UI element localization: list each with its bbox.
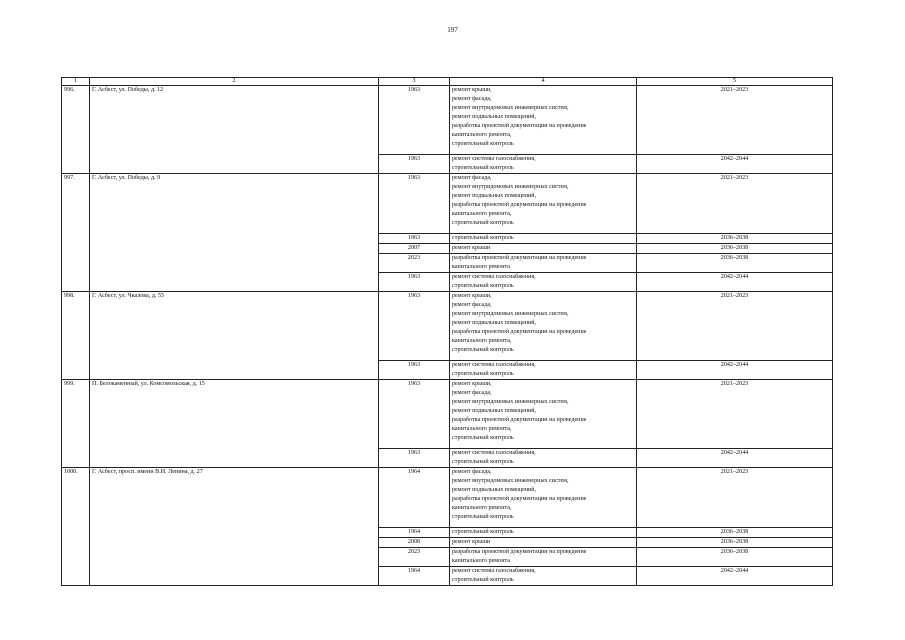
- work-item: строительный контроль: [452, 220, 514, 226]
- work-item: ремонт подвальных помещений,: [452, 320, 537, 326]
- works-cell: [450, 548, 637, 567]
- work-item: ремонт крыши,: [452, 293, 492, 299]
- work-item: ремонт внутридомовых инженерных систем,: [452, 311, 569, 317]
- column-header: 5: [637, 78, 833, 86]
- work-item: ремонт фасада,: [452, 390, 492, 396]
- work-item: разработка проектной документации на проведение: [452, 549, 587, 555]
- building-address: Г. Асбест, ул. Чкалова, д. 55: [90, 292, 379, 380]
- row-number: 996.: [62, 86, 90, 174]
- year-cell: 2007: [379, 244, 450, 254]
- period-cell: 2042–2044: [637, 155, 833, 174]
- capital-repair-table: [61, 77, 833, 586]
- work-item: строительный контроль: [452, 577, 514, 583]
- work-item: строительный контроль: [452, 141, 514, 147]
- works-cell: [450, 528, 637, 538]
- period-cell: 2036–2038: [637, 254, 833, 273]
- year-cell: 1963: [379, 155, 450, 174]
- works-cell: [450, 174, 637, 234]
- header-row: [62, 78, 833, 86]
- period-cell: 2036–2038: [637, 548, 833, 567]
- table-body: [62, 86, 833, 586]
- work-item: строительный контроль: [452, 347, 514, 353]
- column-header: 3: [379, 78, 450, 86]
- work-item: капитального ремонта,: [452, 426, 512, 432]
- work-item: ремонт фасада,: [452, 469, 492, 475]
- work-item: ремонт подвальных помещений,: [452, 114, 537, 120]
- table-row: [62, 380, 833, 449]
- column-header: 2: [90, 78, 379, 86]
- work-item: ремонт подвальных помещений,: [452, 193, 537, 199]
- period-cell: 2021–2023: [637, 292, 833, 361]
- work-item: ремонт внутридомовых инженерных систем,: [452, 478, 569, 484]
- table-row: [62, 468, 833, 528]
- work-item: строительный контроль: [452, 529, 514, 535]
- work-item: ремонт системы газоснабжения,: [452, 450, 536, 456]
- works-cell: [450, 449, 637, 468]
- work-item: ремонт системы газоснабжения,: [452, 568, 536, 574]
- works-cell: [450, 361, 637, 380]
- year-cell: 1963: [379, 292, 450, 361]
- period-cell: 2036–2038: [637, 234, 833, 244]
- work-item: разработка проектной документации на проведение: [452, 123, 587, 129]
- work-item: капитального ремонта,: [452, 211, 512, 217]
- work-item: капитального ремонта,: [452, 338, 512, 344]
- year-cell: 1963: [379, 174, 450, 234]
- table-row: [62, 292, 833, 361]
- building-address: Г. Асбест, ул. Победы, д. 12: [90, 86, 379, 174]
- year-cell: 1963: [379, 380, 450, 449]
- building-address: Г. Асбест, ул. Победы, д. 9: [90, 174, 379, 292]
- period-cell: 2021–2023: [637, 86, 833, 155]
- year-cell: 1964: [379, 528, 450, 538]
- work-item: ремонт системы газоснабжения,: [452, 362, 536, 368]
- period-cell: 2042–2044: [637, 567, 833, 586]
- period-cell: 2021–2023: [637, 174, 833, 234]
- work-item: капитального ремонта: [452, 558, 510, 564]
- year-cell: 2023: [379, 548, 450, 567]
- year-cell: 1963: [379, 273, 450, 292]
- period-cell: 2036–2038: [637, 244, 833, 254]
- work-item: ремонт фасада,: [452, 302, 492, 308]
- work-item: ремонт фасада,: [452, 96, 492, 102]
- work-item: строительный контроль: [452, 514, 514, 520]
- work-item: разработка проектной документации на проведение: [452, 255, 587, 261]
- work-item: разработка проектной документации на проведение: [452, 202, 587, 208]
- period-cell: 2021–2023: [637, 468, 833, 528]
- work-item: строительный контроль: [452, 435, 514, 441]
- work-item: капитального ремонта: [452, 264, 510, 270]
- work-item: разработка проектной документации на проведение: [452, 496, 587, 502]
- building-address: Г. Асбест, просп. имени В.И. Ленина, д. 27: [90, 468, 379, 586]
- row-number: 999.: [62, 380, 90, 468]
- year-cell: 1963: [379, 86, 450, 155]
- period-cell: 2042–2044: [637, 361, 833, 380]
- works-cell: [450, 244, 637, 254]
- works-cell: [450, 86, 637, 155]
- year-cell: 1963: [379, 449, 450, 468]
- period-cell: 2042–2044: [637, 449, 833, 468]
- work-item: строительный контроль: [452, 371, 514, 377]
- year-cell: 1963: [379, 361, 450, 380]
- column-header: 1: [62, 78, 90, 86]
- works-cell: [450, 538, 637, 548]
- year-cell: 2023: [379, 254, 450, 273]
- work-item: капитального ремонта,: [452, 132, 512, 138]
- work-item: ремонт внутридомовых инженерных систем,: [452, 184, 569, 190]
- column-header: 4: [450, 78, 637, 86]
- work-item: ремонт крыши,: [452, 87, 492, 93]
- works-cell: [450, 273, 637, 292]
- works-cell: [450, 567, 637, 586]
- works-cell: [450, 155, 637, 174]
- work-item: строительный контроль: [452, 459, 514, 465]
- work-item: ремонт внутридомовых инженерных систем,: [452, 399, 569, 405]
- table-row: [62, 86, 833, 155]
- work-item: разработка проектной документации на проведение: [452, 329, 587, 335]
- page-number: 197: [447, 26, 458, 34]
- work-item: капитального ремонта,: [452, 505, 512, 511]
- works-cell: [450, 234, 637, 244]
- year-cell: 1964: [379, 567, 450, 586]
- work-item: ремонт системы газоснабжения,: [452, 156, 536, 162]
- work-item: ремонт крыши: [452, 539, 491, 545]
- work-item: ремонт подвальных помещений,: [452, 408, 537, 414]
- row-number: 1000.: [62, 468, 90, 586]
- year-cell: 1964: [379, 468, 450, 528]
- table-row: [62, 174, 833, 234]
- work-item: ремонт системы газоснабжения,: [452, 274, 536, 280]
- period-cell: 2036–2038: [637, 538, 833, 548]
- work-item: разработка проектной документации на проведение: [452, 417, 587, 423]
- works-cell: [450, 380, 637, 449]
- period-cell: 2021–2023: [637, 380, 833, 449]
- period-cell: 2042–2044: [637, 273, 833, 292]
- work-item: строительный контроль: [452, 283, 514, 289]
- works-cell: [450, 468, 637, 528]
- work-item: ремонт подвальных помещений,: [452, 487, 537, 493]
- work-item: строительный контроль: [452, 165, 514, 171]
- row-number: 997.: [62, 174, 90, 292]
- work-item: ремонт внутридомовых инженерных систем,: [452, 105, 569, 111]
- year-cell: 2008: [379, 538, 450, 548]
- work-item: ремонт фасада,: [452, 175, 492, 181]
- works-cell: [450, 292, 637, 361]
- row-number: 998.: [62, 292, 90, 380]
- works-cell: [450, 254, 637, 273]
- work-item: ремонт крыши,: [452, 381, 492, 387]
- period-cell: 2036–2038: [637, 528, 833, 538]
- building-address: П. Белокаменный, ул. Комсомольская, д. 15: [90, 380, 379, 468]
- work-item: строительный контроль: [452, 235, 514, 241]
- work-item: ремонт крыши: [452, 245, 491, 251]
- year-cell: 1963: [379, 234, 450, 244]
